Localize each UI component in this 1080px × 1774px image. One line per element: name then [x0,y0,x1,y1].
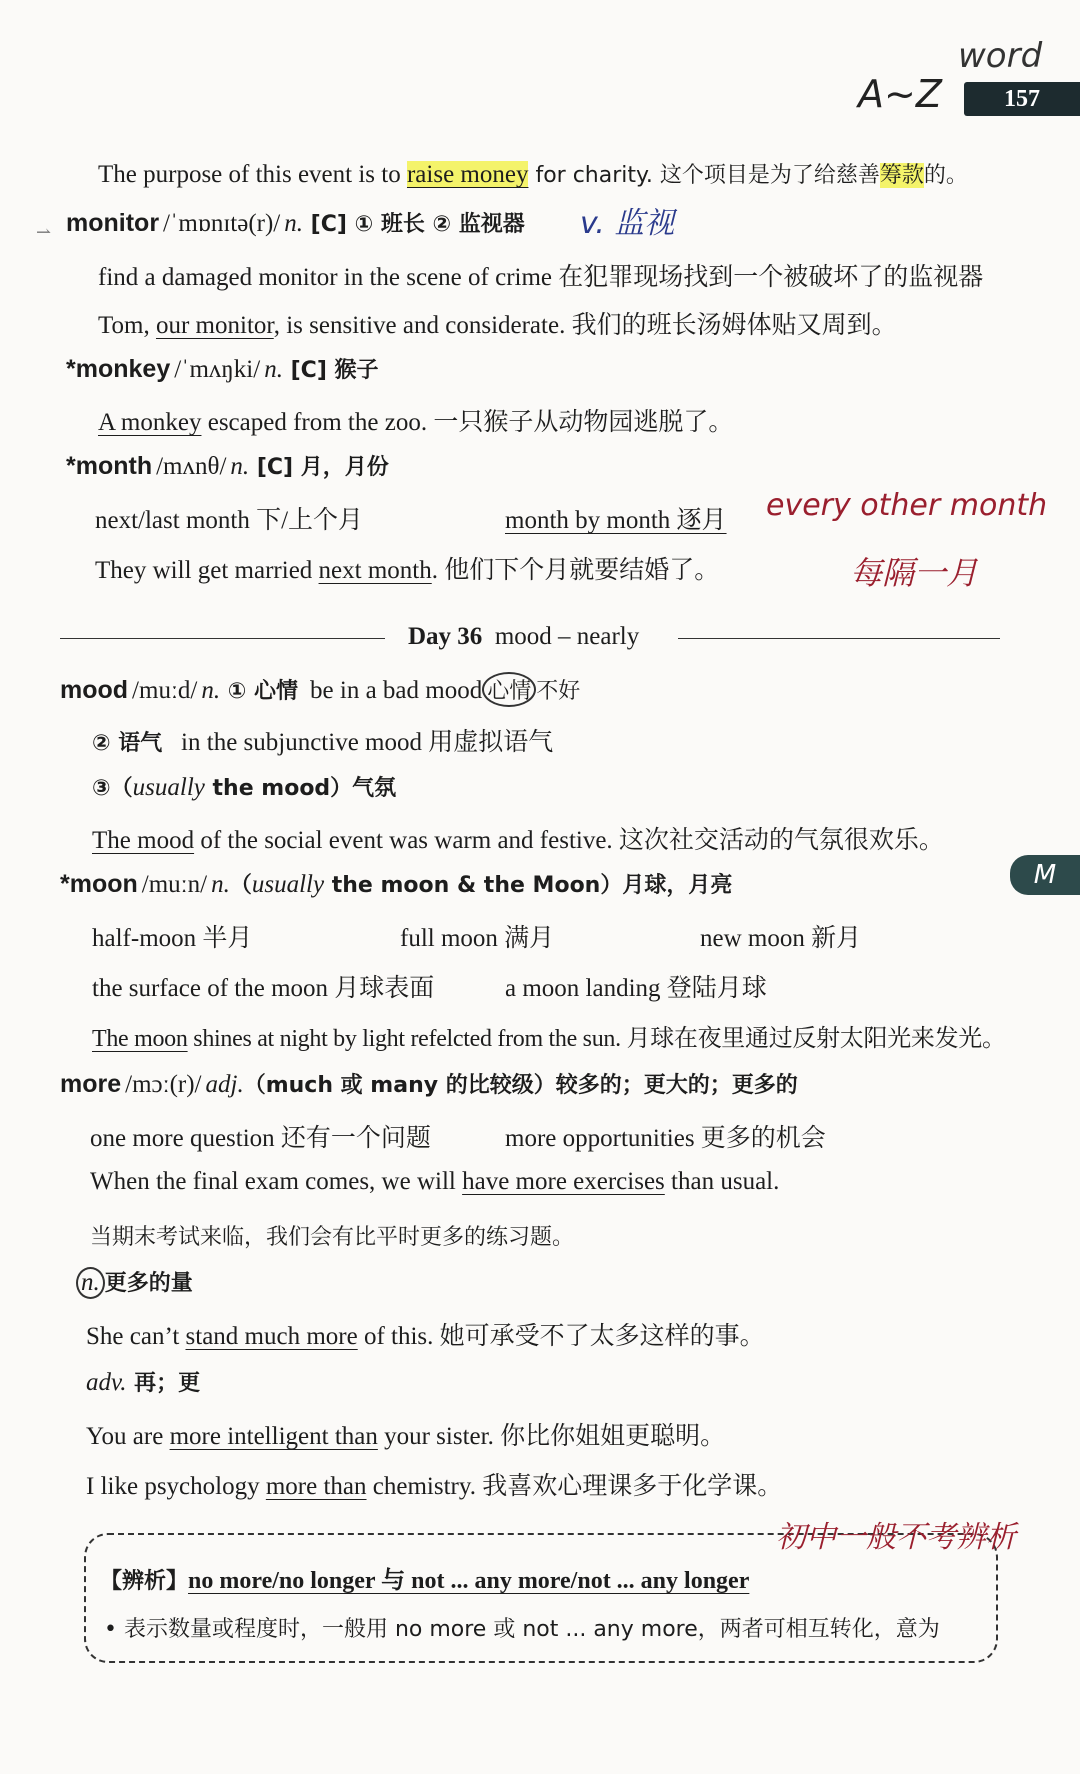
mood-example [92,820,944,856]
sense-open: ③（ [92,776,133,801]
moon-phrase-2: full moon 满月 [400,925,555,952]
more-example-1-zh: 当期末考试来临，我们会有比平时更多的练习题。 [90,1225,575,1250]
more-noun-line [76,1266,193,1299]
pos-mood: n. [201,677,221,704]
ex-post: , is sensitive and considerate. 我们的班长汤姆体贴又周到。 [273,312,897,339]
star-mark: * [66,452,76,480]
meaning-more: （much 或 many 的比较级）较多的；更大的；更多的 [243,1073,798,1098]
note-box-title: no more/no longer 与 not ... any more/not ... any longer [188,1568,750,1594]
ipa-monkey: /ˈmʌŋki/ [174,356,261,383]
entry-mood [60,672,580,707]
headword-moon: moon [69,870,138,898]
handwritten-monitor-note: v. 监视 [580,206,675,241]
ex-post: than usual. [664,1168,780,1195]
headword-monitor: monitor [66,209,160,237]
circled-text: 心情 [482,672,536,707]
sense-mood-1: ① 心情 [220,679,299,704]
note-box-title-line [100,1560,749,1595]
ex-post: chemistry. 我喜欢心理课多于化学课。 [366,1473,783,1500]
ex-pre: You are [86,1423,170,1450]
pos-monitor: n. [284,210,303,237]
star-mark: * [60,870,70,898]
ex-post: of the social event was warm and festive. 这次社交活动的气氛很欢乐。 [194,827,944,854]
meaning-month: [C] 月，月份 [249,455,389,480]
circled-pos: n. [76,1267,105,1299]
more-phrase-2: more opportunities 更多的机会 [505,1125,826,1152]
sense-close: the mood）气氛 [204,776,397,801]
more-example-2 [86,1316,765,1352]
pos-monkey: n. [264,356,283,383]
sense-italic: usually [132,774,205,801]
intro-tail: 的。 [923,163,968,188]
page-number: 157 [964,82,1080,116]
headword-mood: mood [60,676,129,704]
ex-pre: They will get married [95,557,319,584]
monitor-example-2 [98,305,897,341]
pos-adv: adv. [86,1369,127,1396]
more-phrase-1: one more question 还有一个问题 [90,1125,431,1152]
ex-pre: Tom, [98,312,156,339]
moon-phrase-1: half-moon 半月 [92,925,253,952]
ex-underlined: The mood [92,827,195,854]
ex-underlined: next month [318,557,432,584]
ex-post: shines at night by light refelcted from the sun. 月球在夜里通过反射太阳光来发光。 [187,1026,1006,1052]
month-example [95,550,719,586]
ex-post: your sister. 你比你姐姐更聪明。 [377,1423,726,1450]
star-mark: * [66,355,76,383]
month-phrase-1: next/last month 下/上个月 [95,507,364,534]
moon-phrase-3: new moon 新月 [700,925,862,952]
note-box-tag: 【辨析】 [100,1569,189,1594]
intro-highlight: raise money [406,161,529,188]
sense-mood-2: ② 语气 [92,731,163,756]
header-range: A~Z [858,72,942,116]
entry-month [66,450,389,481]
ex-underlined: more than [265,1473,367,1500]
more-example-4 [86,1466,782,1502]
ex-underlined: our monitor [155,312,274,339]
mood-sense-3-line [92,771,396,802]
ipa-month: /mʌnθ/ [156,453,227,480]
moon-phrase-4: the surface of the moon 月球表面 [92,975,435,1002]
monitor-example-1: find a damaged monitor in the scene of crime 在犯罪现场找到一个被破坏了的监视器 [98,264,984,291]
handwritten-box-note: 初中一般不考辨析 [776,1520,1016,1555]
more-noun-meaning: 更多的量 [104,1271,193,1296]
mood-phrase-2: in the subjunctive mood 用虚拟语气 [181,729,554,756]
sense-italic: usually [251,871,325,898]
ex-underlined: A monkey [98,409,202,436]
ex-underlined: more intelligent than [169,1423,378,1450]
meaning-monitor: [C] ① 班长 ② 监视器 [303,212,525,237]
ex-underlined: The moon [92,1026,188,1052]
ipa-mood: /muːd/ [132,677,198,704]
ex-post: of this. 她可承受不了太多这样的事。 [357,1323,765,1350]
entry-monkey [66,353,379,384]
pos-moon: n. [211,871,230,898]
entry-moon [60,868,732,899]
header-word: word [958,36,1043,76]
divider-left [60,638,385,639]
intro-sentence [98,158,968,189]
ipa-monitor: /ˈmɒnɪtə(r)/ [163,210,281,237]
day-range: mood – nearly [494,623,640,650]
mood-phrase-1: be in a bad mood [310,677,483,704]
headword-more: more [60,1070,122,1098]
ex-pre: When the final exam comes, we will [90,1168,463,1195]
ex-post: escaped from the zoo. 一只猴子从动物园逃脱了。 [201,409,734,436]
bullet-mark: ⇀ [36,222,52,242]
monkey-example [98,402,733,438]
headword-month: month [75,452,153,480]
sense-close: the moon & the Moon）月球，月亮 [324,873,733,898]
intro-pre: The purpose of this event is to [98,161,407,188]
intro-post: for charity. 这个项目是为了给慈善 [528,163,880,188]
sense-open: （ [229,873,252,898]
mood-sense-2-line [92,722,553,758]
entry-monitor [66,207,525,238]
ex-underlined: stand much more [185,1323,358,1350]
handwritten-month-note-zh: 每隔一月 [850,554,979,592]
more-example-3 [86,1416,725,1452]
ex-underlined: have more exercises [462,1168,665,1195]
day-label: Day 36 [408,623,483,650]
day-heading [408,623,639,651]
divider-right [678,638,1000,639]
more-adv-line [86,1366,200,1397]
entry-more [60,1068,798,1099]
index-tab-m[interactable]: M [1010,855,1080,895]
pos-month: n. [230,453,250,480]
moon-phrase-5: a moon landing 登陆月球 [505,975,767,1002]
ex-pre: I like psychology [86,1473,266,1500]
ex-pre: She can’t [86,1323,186,1350]
handwritten-month-note-en: every other month [766,488,1048,523]
moon-example [92,1018,1006,1053]
ipa-more: /mɔː(r)/ [125,1071,202,1098]
more-example-1 [90,1168,779,1196]
headword-monkey: monkey [75,355,171,383]
note-box-body: • 表示数量或程度时，一般用 no more 或 not ... any more，两者可相互转化，意为 [104,1617,940,1642]
intro-zh-highlight: 筹款 [879,163,924,188]
pos-more: adj. [205,1071,244,1098]
month-phrase-2: month by month 逐月 [505,507,727,534]
meaning-monkey: [C] 猴子 [282,358,379,383]
ex-post: . 他们下个月就要结婚了。 [431,557,720,584]
more-adv-meaning: 再；更 [126,1371,201,1396]
mood-phrase-1-tail: 不好 [536,679,581,704]
ipa-moon: /muːn/ [141,871,208,898]
